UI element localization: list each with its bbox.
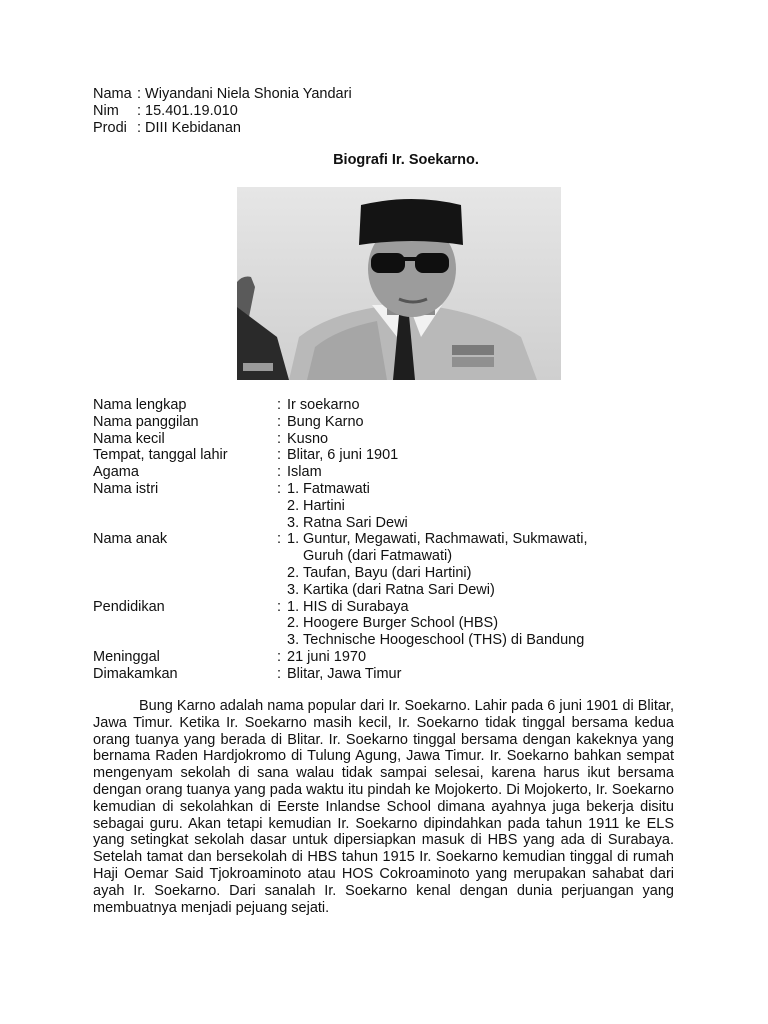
list-item: 2. Hartini bbox=[287, 497, 345, 514]
bio-label: Nama kecil bbox=[93, 430, 165, 447]
student-name-value: : Wiyandani Niela Shonia Yandari bbox=[137, 86, 352, 102]
student-nim-row bbox=[93, 103, 352, 120]
student-prodi-row bbox=[93, 120, 352, 137]
bio-value: Bung Karno bbox=[287, 413, 364, 430]
list-item: 2. Taufan, Bayu (dari Hartini) bbox=[287, 564, 472, 581]
list-item: 1. Fatmawati bbox=[287, 480, 370, 497]
bio-label: Nama anak bbox=[93, 531, 168, 548]
student-nim-value: : 15.401.19.010 bbox=[137, 103, 238, 119]
biography-paragraph: Bung Karno adalah nama popular dari Ir. Soekarno. Lahir pada 6 juni 1901 di Blitar, Jawa Timur. Ketika Ir. Soekarno masih kecil, Ir. Soekarno tidak tinggal bersama kedua orang tuanya yang berada di Blitar. Ir. Soekarno tinggal bersama dengan kakeknya yang bernama Raden Hardjokromo di Tulung Agung, Jawa Timur. Ir. Soekarno bahkan sempat mengenyam sekolah di sana walau tidak sampai selesai, karena harus ikut bersama dengan orang tuanya yang pada waktu itu pindah ke Mojokerto. Di Mojokerto, Ir. Soekarno kemudian di sekolahkan di Eerste Inlandse School dimana ayahnya juga bekerja disitu sebagai guru. Akan tetapi kemudian Ir. Soekarno dipindahkan pada tahun 1911 ke ELS yang setingkat sekolah dasar untuk dipersiapkan masuk di HBS yang ada di Surabaya. Setelah tamat dan bersekolah di HBS tahun 1915 Ir. Soekarno kemudian tinggal di rumah Haji Oemar Said Tjokroaminoto atau HOS Cokroaminoto yang merupakan sahabat dari ayah Ir. Soekarno. Dari sanalah Ir. Soekarno kenal dengan dunia perjuangan yang membuatnya menjadi pejuang sejati. bbox=[93, 698, 674, 916]
bio-label: Pendidikan bbox=[93, 598, 165, 615]
bio-label: Tempat, tanggal lahir bbox=[93, 447, 228, 464]
bio-row-dimakamkan: Dimakamkan : Blitar, Jawa Timur bbox=[93, 665, 402, 682]
student-name-label: Nama bbox=[93, 86, 132, 102]
list-item-continuation: Guruh (dari Fatmawati) bbox=[303, 548, 453, 565]
document-title: Biografi Ir. Soekarno. bbox=[333, 152, 479, 168]
list-item: 1. Guntur, Megawati, Rachmawati, Sukmawati, bbox=[287, 531, 588, 548]
student-name-row bbox=[93, 86, 352, 103]
bio-value: Islam bbox=[287, 464, 322, 481]
bio-label: Nama istri bbox=[93, 480, 159, 497]
bio-row-nama-panggilan: Nama panggilan : Bung Karno bbox=[93, 413, 364, 430]
bio-label: Nama panggilan bbox=[93, 413, 199, 430]
bio-value: Ir soekarno bbox=[287, 397, 360, 413]
portrait-photo bbox=[237, 187, 561, 380]
student-prodi-value: : DIII Kebidanan bbox=[137, 120, 241, 136]
list-item: 3. Technische Hoogeschool (THS) di Bandung bbox=[287, 632, 585, 649]
bio-row-istri: Nama istri : 1. Fatmawati 2. Hartini 3. Ratna Sari Dewi bbox=[93, 480, 408, 531]
student-nim-label: Nim bbox=[93, 103, 119, 119]
student-info bbox=[93, 86, 352, 137]
bio-label: Agama bbox=[93, 464, 139, 481]
bio-value: 21 juni 1970 bbox=[287, 648, 367, 665]
bio-label: Dimakamkan bbox=[93, 665, 178, 682]
bio-row-nama-kecil: Nama kecil : Kusno bbox=[93, 430, 329, 447]
bio-row-nama-lengkap: Nama lengkap : Ir soekarno bbox=[93, 397, 360, 413]
bio-value: Blitar, Jawa Timur bbox=[287, 665, 402, 682]
bio-value: Kusno bbox=[287, 430, 329, 447]
bio-label: Nama lengkap bbox=[93, 397, 187, 413]
bio-label: Meninggal bbox=[93, 648, 160, 665]
bio-row-anak: Nama anak : 1. Guntur, Megawati, Rachmawati, Sukmawati, Guruh (dari Fatmawati) 2. Taufan, Bayu (dari Hartini) 3. Kartika (dari Ratna Sari Dewi) bbox=[93, 531, 588, 598]
bio-value: Blitar, 6 juni 1901 bbox=[287, 447, 399, 464]
bio-row-agama: Agama : Islam bbox=[93, 464, 322, 481]
bio-row-meninggal: Meninggal : 21 juni 1970 bbox=[93, 648, 367, 665]
portrait-illustration bbox=[237, 187, 561, 380]
list-item: 3. Kartika (dari Ratna Sari Dewi) bbox=[287, 581, 495, 598]
list-item: 1. HIS di Surabaya bbox=[287, 598, 409, 615]
bio-row-ttl: Tempat, tanggal lahir : Blitar, 6 juni 1901 bbox=[93, 447, 399, 464]
biography-table bbox=[93, 397, 678, 683]
list-item: 2. Hoogere Burger School (HBS) bbox=[287, 615, 499, 632]
bio-row-pendidikan: Pendidikan : 1. HIS di Surabaya 2. Hoogere Burger School (HBS) 3. Technische Hoogeschool (THS) di Bandung bbox=[93, 598, 585, 649]
student-prodi-label: Prodi bbox=[93, 120, 127, 136]
list-item: 3. Ratna Sari Dewi bbox=[287, 514, 408, 531]
